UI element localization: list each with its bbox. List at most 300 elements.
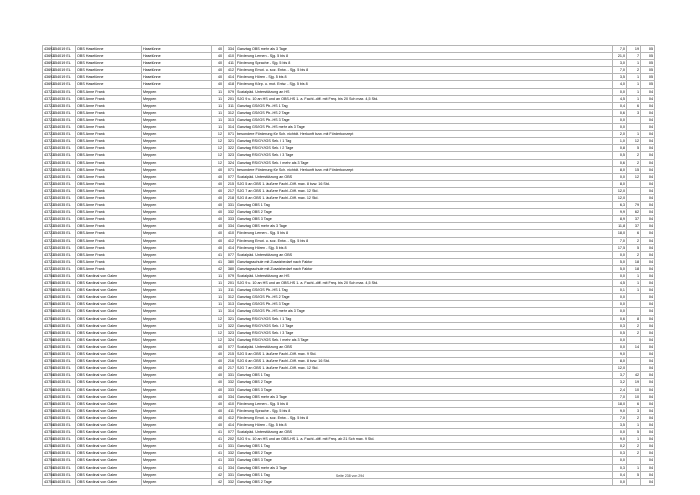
table-row [43, 301, 655, 308]
suffix-cell: 04 [641, 329, 655, 336]
table-row [43, 265, 655, 272]
district-code-cell: 454035 EL [52, 194, 76, 201]
school-name-cell: OBS Anne Frank [76, 88, 142, 95]
hours-cell: 7,0 [613, 67, 627, 74]
school-type-cell: 40 [212, 46, 224, 53]
town-cell: Meppen [142, 187, 212, 194]
description-cell: SJG 7 an OBS 1. äußere Fachl.-Diff. max. 12 Std. [236, 365, 613, 372]
table-row [43, 336, 655, 343]
hours-cell: 9,0 [613, 436, 627, 443]
description-cell: Ganztag OBS 1 Tag [236, 202, 613, 209]
school-number-cell: 43758 [44, 479, 55, 484]
suffix-cell: 05 [641, 74, 655, 81]
count-cell: 8 [627, 315, 641, 322]
count-cell: 1 [627, 74, 641, 81]
data-table-sheet [42, 45, 654, 486]
hours-cell: 4,5 [613, 280, 627, 287]
school-type-cell: 11 [212, 301, 224, 308]
district-code-cell: 454035 EL [52, 365, 76, 372]
town-cell: Meppen [142, 372, 212, 379]
suffix-cell: 04 [641, 358, 655, 365]
school-type-cell: 12 [212, 315, 224, 322]
hours-cell: 1,0 [613, 138, 627, 145]
count-cell: 2 [627, 322, 641, 329]
code-cell: 079 [224, 88, 236, 95]
count-cell: 1 [627, 436, 641, 443]
hours-cell: 0,3 [613, 464, 627, 471]
district-code-cell: 454035 EL [52, 372, 76, 379]
code-cell: 071 [224, 131, 236, 138]
suffix-cell: 04 [641, 336, 655, 343]
school-name-cell: OBS Kardinal von Galen [76, 358, 142, 365]
code-cell: 077 [224, 251, 236, 258]
code-cell: 201 [224, 280, 236, 287]
table-row [43, 124, 655, 131]
school-type-cell: 11 [212, 287, 224, 294]
town-cell: Meppen [142, 152, 212, 159]
description-cell: Förderung Lernen - Sjg. 5 bis 8 [236, 230, 613, 237]
suffix-cell: 04 [641, 216, 655, 223]
school-name-cell: OBS Kardinal von Galen [76, 273, 142, 280]
school-type-cell: 40 [212, 358, 224, 365]
table-row [43, 95, 655, 102]
district-code-cell: 454019 EL [52, 74, 76, 81]
count-cell: 5 [627, 429, 641, 436]
school-name-cell: OBS Anne Frank [76, 159, 142, 166]
school-name-cell: OBS Anne Frank [76, 145, 142, 152]
description-cell: Förderung Hören - Sjg. 5 bis 8 [236, 244, 613, 251]
school-type-cell: 41 [212, 258, 224, 265]
table-row [43, 379, 655, 386]
description-cell: Ganztag RS/GY/IGS Sek. I 1 Tag [236, 315, 613, 322]
hours-cell: 3,7 [613, 372, 627, 379]
town-cell: Meppen [142, 237, 212, 244]
count-cell: 1 [627, 131, 641, 138]
school-type-cell: 12 [212, 145, 224, 152]
description-cell: SJG 9 u. 10 an HS und an OBS-HS 1. a. Fachl.-diff. mit Freq. bis 20 Sch max. 4,5 Std. [236, 95, 613, 102]
count-cell: 1 [627, 60, 641, 67]
school-number-cell: 43758 [44, 373, 55, 378]
count-cell: 5 [627, 145, 641, 152]
district-code-cell: 454035 EL [52, 116, 76, 123]
school-name-cell: OBS Anne Frank [76, 152, 142, 159]
description-cell: Förderung Emot. u. soz. Entw. - Sjg. 5 bis 8 [236, 67, 613, 74]
table-body [43, 46, 655, 486]
town-cell: Meppen [142, 95, 212, 102]
code-cell: 334 [224, 393, 236, 400]
code-cell: 071 [224, 166, 236, 173]
district-code-cell: 454035 EL [52, 400, 76, 407]
school-number-cell: 43758 [44, 309, 55, 314]
code-cell: 218 [224, 194, 236, 201]
suffix-cell: 04 [641, 124, 655, 131]
district-code-cell: 454035 EL [52, 464, 76, 471]
description-cell: Ganztagsschule mit Zusatzbedarf nach Faktor [236, 265, 613, 272]
count-cell: 6 [627, 102, 641, 109]
code-cell: 077 [224, 173, 236, 180]
school-type-cell: 41 [212, 251, 224, 258]
count-cell: 2 [627, 414, 641, 421]
district-code-cell: 454035 EL [52, 280, 76, 287]
school-name-cell: OBS Anne Frank [76, 216, 142, 223]
table-row [43, 450, 655, 457]
school-name-cell: OBS Kardinal von Galen [76, 308, 142, 315]
table-row [43, 372, 655, 379]
code-cell: 410 [224, 400, 236, 407]
district-code-cell: 454035 EL [52, 216, 76, 223]
description-cell: Sozialpäd. Unterstützung an HS [236, 88, 613, 95]
table-row [43, 237, 655, 244]
school-type-cell: 40 [212, 202, 224, 209]
school-number-cell: 43722 [44, 103, 55, 108]
district-code-cell: 454035 EL [52, 393, 76, 400]
table-row [43, 116, 655, 123]
code-cell: 202 [224, 436, 236, 443]
code-cell: 380 [224, 265, 236, 272]
school-type-cell: 41 [212, 450, 224, 457]
school-number-cell: 43758 [44, 472, 55, 477]
table-row [43, 81, 655, 88]
school-type-cell: 12 [212, 336, 224, 343]
school-type-cell: 11 [212, 116, 224, 123]
school-number-cell: 43758 [44, 415, 55, 420]
school-name-cell: OBS Anne Frank [76, 251, 142, 258]
school-number-cell: 43722 [44, 259, 55, 264]
school-type-cell: 40 [212, 372, 224, 379]
school-type-cell: 11 [212, 124, 224, 131]
school-name-cell: OBS Haselünne [76, 67, 142, 74]
hours-cell: 3,5 [613, 74, 627, 81]
code-cell: 322 [224, 322, 236, 329]
code-cell: 313 [224, 116, 236, 123]
district-code-cell: 454035 EL [52, 273, 76, 280]
hours-cell: 18,0 [613, 230, 627, 237]
district-code-cell: 454035 EL [52, 88, 76, 95]
district-code-cell: 454035 EL [52, 109, 76, 116]
school-name-cell: OBS Anne Frank [76, 116, 142, 123]
school-number-cell: 43758 [44, 430, 55, 435]
description-cell: Ganztag OBS 1 Tag [236, 471, 613, 478]
table-row [43, 407, 655, 414]
suffix-cell: 05 [641, 67, 655, 74]
suffix-cell: 05 [641, 53, 655, 60]
town-cell: Meppen [142, 429, 212, 436]
description-cell: Ganztag GS/IGS Pb.-HS 1 Tag [236, 287, 613, 294]
count-cell [627, 116, 641, 123]
count-cell [627, 187, 641, 194]
table-row [43, 294, 655, 301]
count-cell: 2 [627, 450, 641, 457]
code-cell: 334 [224, 46, 236, 53]
town-cell: Meppen [142, 145, 212, 152]
suffix-cell: 04 [641, 95, 655, 102]
school-name-cell: OBS Kardinal von Galen [76, 407, 142, 414]
town-cell: Meppen [142, 336, 212, 343]
town-cell: Meppen [142, 308, 212, 315]
code-cell: 414 [224, 421, 236, 428]
code-cell: 414 [224, 74, 236, 81]
description-cell: Ganztag GS/IGS Pb.-HS 3 Tage [236, 116, 613, 123]
school-type-cell: 40 [212, 407, 224, 414]
table-row [43, 159, 655, 166]
suffix-cell: 04 [641, 280, 655, 287]
school-name-cell: OBS Anne Frank [76, 258, 142, 265]
suffix-cell: 04 [641, 273, 655, 280]
table-row [43, 287, 655, 294]
count-cell: 6 [627, 230, 641, 237]
suffix-cell: 04 [641, 343, 655, 350]
hours-cell: 2,4 [613, 386, 627, 393]
count-cell: 42 [627, 372, 641, 379]
school-name-cell: OBS Kardinal von Galen [76, 400, 142, 407]
district-code-cell: 454035 EL [52, 237, 76, 244]
code-cell: 215 [224, 180, 236, 187]
description-cell: Sozialpäd. Unterstützung an OBS [236, 173, 613, 180]
table-row [43, 194, 655, 201]
school-name-cell: OBS Kardinal von Galen [76, 322, 142, 329]
table-row [43, 187, 655, 194]
count-cell: 18 [627, 258, 641, 265]
description-cell: Sozialpäd. Unterstützung an OBS [236, 251, 613, 258]
school-number-cell: 43722 [44, 174, 55, 179]
description-cell: Förderung Hören - Sjg. 5 bis 8 [236, 74, 613, 81]
town-cell: Meppen [142, 365, 212, 372]
hours-cell: 3,5 [613, 421, 627, 428]
school-name-cell: OBS Anne Frank [76, 230, 142, 237]
town-cell: Meppen [142, 457, 212, 464]
school-number-cell: 43758 [44, 288, 55, 293]
description-cell: Förderung Emot. u. soz. Entw. - Sjg. 5 bis 8 [236, 414, 613, 421]
town-cell: Meppen [142, 443, 212, 450]
code-cell: 322 [224, 145, 236, 152]
town-cell: Meppen [142, 251, 212, 258]
hours-cell: 9,9 [613, 209, 627, 216]
table-row [43, 393, 655, 400]
school-type-cell: 40 [212, 414, 224, 421]
school-number-cell: 43722 [44, 217, 55, 222]
school-type-cell: 40 [212, 53, 224, 60]
town-cell: Meppen [142, 478, 212, 485]
school-name-cell: OBS Kardinal von Galen [76, 443, 142, 450]
school-name-cell: OBS Haselünne [76, 53, 142, 60]
description-cell: Ganztag GS/IGS Pb.-HS 1 Tag [236, 102, 613, 109]
town-cell: Haselünne [142, 74, 212, 81]
school-name-cell: OBS Anne Frank [76, 124, 142, 131]
school-number-cell: 43758 [44, 394, 55, 399]
count-cell: 2 [627, 329, 641, 336]
school-number-cell: 43758 [44, 387, 55, 392]
suffix-cell: 04 [641, 464, 655, 471]
school-type-cell: 40 [212, 60, 224, 67]
school-number-cell: 43722 [44, 89, 55, 94]
code-cell: 216 [224, 358, 236, 365]
school-type-cell: 40 [212, 216, 224, 223]
hours-cell: 0,4 [613, 471, 627, 478]
count-cell: 10 [627, 393, 641, 400]
suffix-cell: 04 [641, 287, 655, 294]
school-number-cell: 43758 [44, 352, 55, 357]
code-cell: 411 [224, 60, 236, 67]
school-number-cell: 43722 [44, 125, 55, 130]
district-code-cell: 454019 EL [52, 67, 76, 74]
town-cell: Meppen [142, 471, 212, 478]
suffix-cell: 04 [641, 138, 655, 145]
hours-cell: 0,6 [613, 109, 627, 116]
school-type-cell: 40 [212, 244, 224, 251]
school-name-cell: OBS Anne Frank [76, 202, 142, 209]
suffix-cell: 04 [641, 159, 655, 166]
school-name-cell: OBS Kardinal von Galen [76, 457, 142, 464]
hours-cell: 12,0 [613, 187, 627, 194]
table-row [43, 315, 655, 322]
school-type-cell: 12 [212, 131, 224, 138]
hours-cell: 0,2 [613, 443, 627, 450]
description-cell: Ganztag RS/GY/IGS Sek. I 3 Tage [236, 329, 613, 336]
school-number-cell: 43722 [44, 203, 55, 208]
code-cell: 217 [224, 187, 236, 194]
district-code-cell: 454035 EL [52, 209, 76, 216]
school-name-cell: OBS Kardinal von Galen [76, 471, 142, 478]
school-type-cell: 40 [212, 421, 224, 428]
school-number-cell: 43692 [44, 82, 55, 87]
town-cell: Meppen [142, 329, 212, 336]
hours-cell: 11,8 [613, 223, 627, 230]
hours-cell: 0,1 [613, 287, 627, 294]
hours-cell: 0,0 [613, 173, 627, 180]
code-cell: 380 [224, 258, 236, 265]
description-cell: Ganztag OBS 3 Tage [236, 457, 613, 464]
count-cell: 19 [627, 379, 641, 386]
description-cell: Ganztag GS/IGS Pb.-HS 3 Tage [236, 301, 613, 308]
description-cell: SJG 5 an OBS 1. äußere Fachl.-Diff. max. 9 Std. [236, 351, 613, 358]
count-cell: 37 [627, 216, 641, 223]
suffix-cell: 04 [641, 294, 655, 301]
code-cell: 314 [224, 124, 236, 131]
code-cell: 201 [224, 95, 236, 102]
count-cell: 3 [627, 109, 641, 116]
district-code-cell: 454035 EL [52, 159, 76, 166]
school-number-cell: 43692 [44, 47, 55, 51]
description-cell: Ganztag GS/IGS Pb.-HS 2 Tage [236, 294, 613, 301]
town-cell: Meppen [142, 102, 212, 109]
hours-cell: 3,0 [613, 60, 627, 67]
district-code-cell: 454035 EL [52, 244, 76, 251]
district-code-cell: 454035 EL [52, 436, 76, 443]
district-code-cell: 454035 EL [52, 315, 76, 322]
district-code-cell: 454035 EL [52, 358, 76, 365]
description-cell: Ganztag OBS 3 Tage [236, 386, 613, 393]
code-cell: 331 [224, 372, 236, 379]
code-cell: 077 [224, 343, 236, 350]
hours-cell: 4,5 [613, 95, 627, 102]
district-code-cell: 454035 EL [52, 138, 76, 145]
count-cell [627, 478, 641, 485]
town-cell: Meppen [142, 315, 212, 322]
hours-cell: 12,0 [613, 365, 627, 372]
school-type-cell: 12 [212, 138, 224, 145]
count-cell: 12 [627, 138, 641, 145]
suffix-cell: 05 [641, 46, 655, 53]
suffix-cell: 04 [641, 450, 655, 457]
school-number-cell: 43722 [44, 252, 55, 257]
hours-cell: 0,6 [613, 159, 627, 166]
code-cell: 332 [224, 209, 236, 216]
district-code-cell: 454019 EL [52, 81, 76, 88]
school-name-cell: OBS Anne Frank [76, 131, 142, 138]
district-code-cell: 454035 EL [52, 407, 76, 414]
table-row [43, 365, 655, 372]
suffix-cell: 04 [641, 471, 655, 478]
table-row [43, 216, 655, 223]
hours-cell: 9,0 [613, 407, 627, 414]
school-type-cell: 41 [212, 464, 224, 471]
suffix-cell: 04 [641, 194, 655, 201]
code-cell: 331 [224, 202, 236, 209]
code-cell: 321 [224, 315, 236, 322]
table-row [43, 60, 655, 67]
town-cell: Meppen [142, 173, 212, 180]
description-cell: Ganztag RS/GY/IGS Sek. I mehr als 3 Tage [236, 336, 613, 343]
school-type-cell: 41 [212, 443, 224, 450]
table-row [43, 109, 655, 116]
school-type-cell: 11 [212, 294, 224, 301]
school-number-cell: 43722 [44, 231, 55, 236]
count-cell: 1 [627, 287, 641, 294]
district-code-cell: 454035 EL [52, 379, 76, 386]
table-row [43, 102, 655, 109]
description-cell: Ganztag RS/GY/IGS Sek. I 2 Tage [236, 145, 613, 152]
district-code-cell: 454035 EL [52, 421, 76, 428]
school-number-cell: 43758 [44, 359, 55, 364]
description-cell: Förderung Körp. u. mot. Entw. - Sjg. 5 bis 8 [236, 81, 613, 88]
hours-cell: 5,0 [613, 258, 627, 265]
hours-cell: 12,0 [613, 194, 627, 201]
suffix-cell: 04 [641, 209, 655, 216]
school-number-cell: 43758 [44, 366, 55, 371]
hours-cell: 0,0 [613, 124, 627, 131]
suffix-cell: 04 [641, 308, 655, 315]
count-cell [627, 124, 641, 131]
school-type-cell: 40 [212, 209, 224, 216]
table-row [43, 386, 655, 393]
code-cell: 331 [224, 471, 236, 478]
table-row [43, 351, 655, 358]
suffix-cell: 04 [641, 244, 655, 251]
district-code-cell: 454035 EL [52, 443, 76, 450]
school-number-cell: 43722 [44, 160, 55, 165]
school-type-cell: 11 [212, 88, 224, 95]
code-cell: 312 [224, 109, 236, 116]
school-number-cell: 43758 [44, 451, 55, 456]
description-cell: Ganztag RS/GY/IGS Sek. I mehr als 3 Tage [236, 159, 613, 166]
school-type-cell: 40 [212, 74, 224, 81]
description-cell: Förderung Lernen - Sjg. 5 bis 8 [236, 53, 613, 60]
hours-cell: 8,0 [613, 180, 627, 187]
count-cell: 3 [627, 407, 641, 414]
district-code-cell: 454035 EL [52, 414, 76, 421]
table-row [43, 209, 655, 216]
district-code-cell: 454035 EL [52, 386, 76, 393]
count-cell [627, 365, 641, 372]
hours-cell: 7,0 [613, 237, 627, 244]
school-number-cell: 43758 [44, 281, 55, 286]
school-name-cell: OBS Kardinal von Galen [76, 421, 142, 428]
count-cell: 5 [627, 244, 641, 251]
school-name-cell: OBS Kardinal von Galen [76, 393, 142, 400]
count-cell: 62 [627, 209, 641, 216]
table-row [43, 400, 655, 407]
district-code-cell: 454035 EL [52, 258, 76, 265]
